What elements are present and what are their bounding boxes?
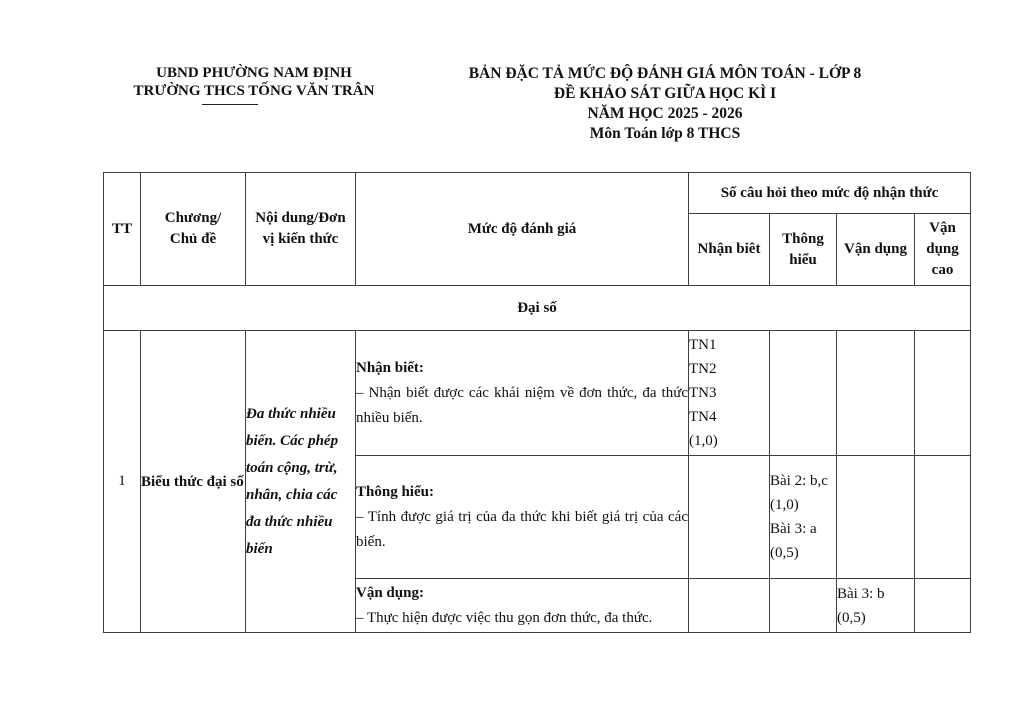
col-header-content xyxy=(246,173,356,286)
col-header-chapter-line1: Chương/ xyxy=(164,210,222,226)
qcell-line: TN1 xyxy=(689,337,717,353)
document-title-line1: BẢN ĐẶC TẢ MỨC ĐỘ ĐÁNH GIÁ MÔN TOÁN - LỚP 8 xyxy=(468,65,862,82)
qcell-empty xyxy=(915,579,971,633)
school-header-line2: TRƯỜNG THCS TỐNG VĂN TRÂN xyxy=(133,83,375,99)
level-cell-nhan-biet xyxy=(356,331,689,456)
school-header xyxy=(108,64,400,100)
level-cell-thong-hieu xyxy=(356,456,689,579)
col-header-level-thong-hieu: Thông hiểu xyxy=(770,214,837,286)
qcell-empty xyxy=(770,331,837,456)
school-header-underline xyxy=(202,104,258,105)
qcell-line: (1,0) xyxy=(689,433,718,449)
qcell-line: TN2 xyxy=(689,361,717,377)
col-header-tt: TT xyxy=(104,173,141,286)
col-header-chapter xyxy=(141,173,246,286)
level-cell-van-dung xyxy=(356,579,689,633)
qcell-line: Bài 3: b xyxy=(837,585,885,602)
col-header-question-group: Số câu hỏi theo mức độ nhận thức xyxy=(689,173,971,214)
qcell-empty xyxy=(837,456,915,579)
qcell-empty xyxy=(770,579,837,633)
document-title-line3: NĂM HỌC 2025 - 2026 xyxy=(587,105,743,122)
col-header-assessment: Mức độ đánh giá xyxy=(356,173,689,286)
qcell-empty xyxy=(837,331,915,456)
qcell-empty xyxy=(689,456,770,579)
document-title-line2: ĐỀ KHẢO SÁT GIỮA HỌC KÌ I xyxy=(553,85,777,102)
document-title-line4: Môn Toán lớp 8 THCS xyxy=(589,125,741,142)
row-tt: 1 xyxy=(104,331,141,633)
col-header-level-van-dung: Vận dụng xyxy=(837,214,915,286)
col-header-chapter-line2: Chủ đề xyxy=(169,231,217,247)
qcell-nhan-biet xyxy=(689,331,770,456)
qcell-line: (1,0) xyxy=(770,497,799,513)
level-desc-van-dung: – Thực hiện được việc thu gọn đơn thức, đa thức. xyxy=(356,609,653,626)
col-header-level-nhan-biet: Nhận biêt xyxy=(689,214,770,286)
qcell-empty xyxy=(915,331,971,456)
row-chapter: Biểu thức đại số xyxy=(141,331,246,633)
document-title xyxy=(430,64,900,144)
section-title: Đại số xyxy=(104,286,971,331)
qcell-empty xyxy=(915,456,971,579)
table-row-recognition xyxy=(104,331,971,456)
section-row xyxy=(104,286,971,331)
assessment-spec-table xyxy=(103,172,971,633)
qcell-thong-hieu xyxy=(770,456,837,579)
level-desc-thong-hieu: – Tính được giá trị của đa thức khi biết giá trị của các biến. xyxy=(356,508,688,550)
qcell-van-dung xyxy=(837,579,915,633)
level-label-nhan-biet: Nhận biết: xyxy=(356,359,424,376)
level-label-thong-hieu: Thông hiểu: xyxy=(356,483,434,500)
qcell-line: Bài 2: b,c xyxy=(770,473,828,489)
level-desc-nhan-biet: – Nhận biết được các khái niệm về đơn thức, đa thức nhiều biến. xyxy=(356,384,688,426)
qcell-line: (0,5) xyxy=(837,609,866,626)
table-header-row-1 xyxy=(104,173,971,214)
row-content: Đa thức nhiều biến. Các phép toán cộng, trừ, nhân, chia các đa thức nhiều biến xyxy=(246,331,356,633)
school-header-line1: UBND PHƯỜNG NAM ĐỊNH xyxy=(156,65,352,81)
qcell-line: TN4 xyxy=(689,409,717,425)
qcell-line: Bài 3: a xyxy=(770,521,817,537)
col-header-content-line2: vị kiến thức xyxy=(262,231,339,247)
col-header-content-line1: Nội dung/Đơn xyxy=(255,210,346,226)
level-label-van-dung: Vận dụng: xyxy=(356,584,424,601)
qcell-empty xyxy=(689,579,770,633)
qcell-line: TN3 xyxy=(689,385,717,401)
col-header-level-van-dung-cao: Vận dụng cao xyxy=(915,214,971,286)
qcell-line: (0,5) xyxy=(770,545,799,561)
